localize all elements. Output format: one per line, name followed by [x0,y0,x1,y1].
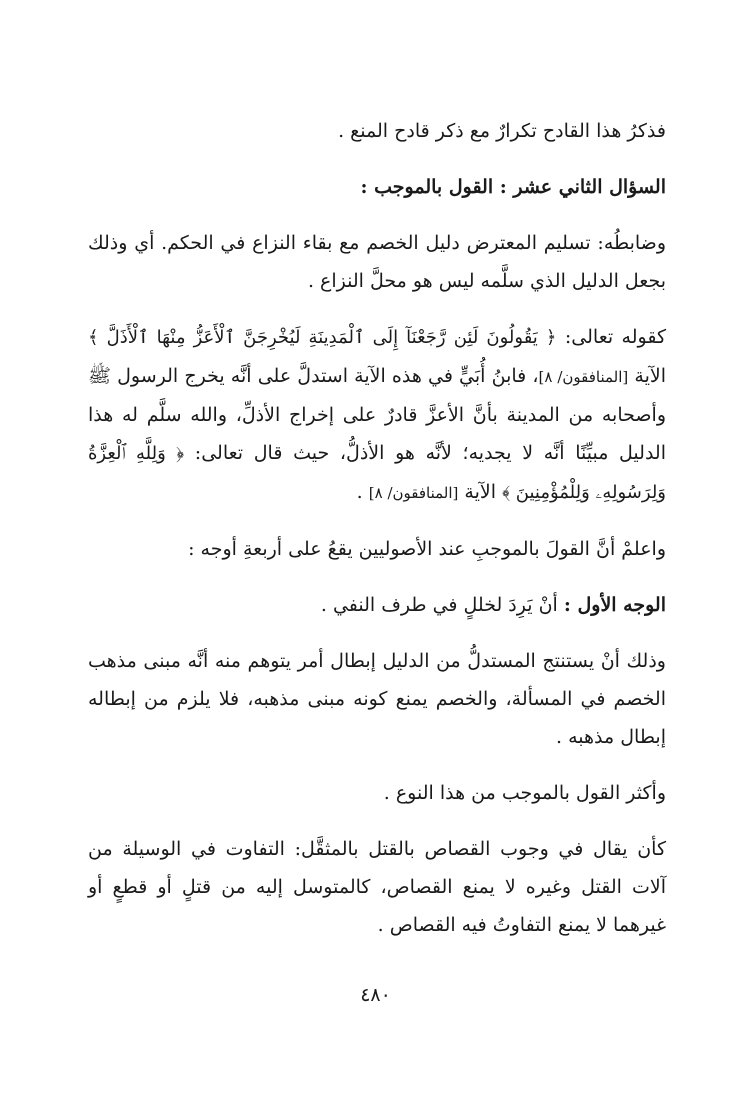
page-body [88,112,666,962]
aspect-label: الوجه الأول : [563,594,666,616]
paragraph-four-aspects: واعلمْ أنَّ القولَ بالموجبِ عند الأصوليين يقعُ على أربعةِ أوجه : [188,538,666,560]
paragraph-first-aspect [88,586,666,624]
text-segment: الآية [458,481,503,503]
paragraph-intro: فذكرُ هذا القادح تكرارٌ مع ذكر قادح المنع . [338,120,666,142]
quran-verse: ﴿ يَقُولُونَ لَئِن رَّجَعْنَآ إِلَى ٱلْمَدِينَةِ لَيُخْرِجَنَّ ٱلْأَعَزُّ مِنْهَا ٱلْأَذَلَّ ﴾ [88,327,557,348]
aspect-text: أنْ يَرِدَ لخللٍ في طرف النفي . [320,594,564,616]
text-segment: الآية [628,365,666,387]
page-number: ٤٨٠ [360,984,391,1006]
text-segment: ، فابنُ أُبَيٍّ في هذه الآية استدلَّ على أنَّه يخرج الرسول ﷺ وأصحابه من المدينة بأنَّ الأعزَّ قادرٌ على إخراج الأذلِّ، والله سلَّم له هذا الدليل مبيِّنًا أنَّه لا يجديه؛ لأنَّه هو الأذلُّ، حيث قال تعالى: [88,365,666,464]
section-heading: السؤال الثاني عشر : القول بالموجب : [360,176,666,198]
verse-reference: [المنافقون/ ٨] [538,368,629,386]
paragraph-most-common: وأكثر القول بالموجب من هذا النوع . [383,782,666,804]
paragraph-qisas-example: كأن يقال في وجوب القصاص بالقتل بالمثقَّل: التفاوت في الوسيلة من آلات القتل وغيره لا يمنع القصاص، كالمتوسل إليه من قتلٍ أو قطعٍ أو غيرهما لا يمنع التفاوتُ فيه القصاص . [88,838,666,936]
verse-reference: [المنافقون/ ٨] [368,484,459,502]
text-segment: كقوله تعالى: [556,326,667,348]
text-segment: . [356,481,369,503]
paragraph-definition: وضابطُه: تسليم المعترض دليل الخصم مع بقاء النزاع في الحكم. أي وذلك بجعل الدليل الذي سلَّمه ليس هو محلَّ النزاع . [88,232,666,292]
paragraph-example [88,318,666,512]
quran-verse: ﴿ وَلِلَّهِ ٱلْعِزَّةُ وَلِرَسُولِهِۦ وَلِلْمُؤْمِنِينَ ﴾ [88,443,666,503]
paragraph-explanation: وذلك أنْ يستنتج المستدلُّ من الدليل إبطال أمر يتوهم منه أنَّه مبنى مذهب الخصم في المسألة، والخصم يمنع كونه مبنى مذهبه، فلا يلزم من إبطاله إبطال مذهبه . [88,650,666,748]
